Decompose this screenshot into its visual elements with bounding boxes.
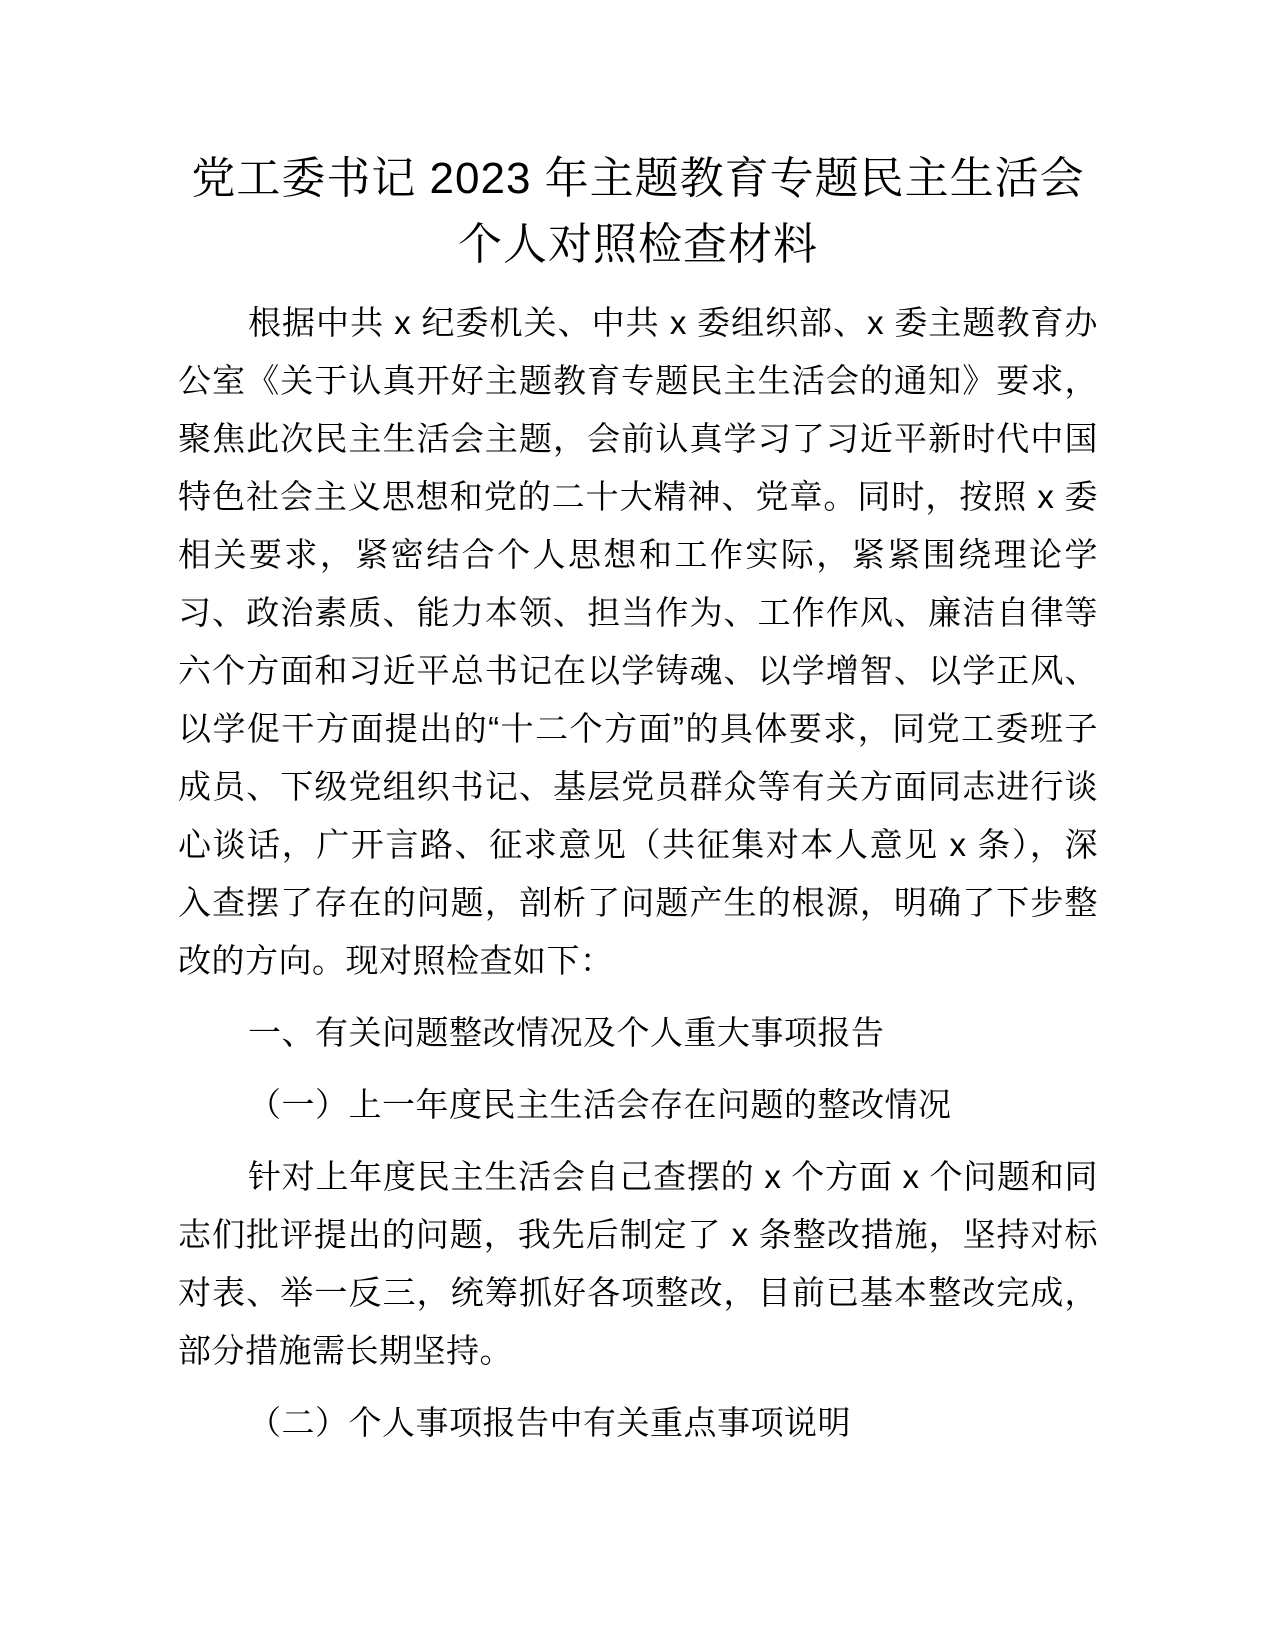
body-paragraph: 针对上年度民主生活会自己查摆的 x 个方面 x 个问题和同志们批评提出的问题，我先后制定了 x 条整改措施，坚持对标对表、举一反三，统筹抓好各项整改，目前已基本整改完成，部分措施需长期坚持。 [178, 1158, 1098, 1369]
body-paragraph: 根据中共 x 纪委机关、中共 x 委组织部、x 委主题教育办公室《关于认真开好主题教育专题民主生活会的通知》要求，聚焦此次民主生活会主题，会前认真学习了习近平新时代中国特色社会主义思想和党的二十大精神、党章。同时，按照 x 委相关要求，紧密结合个人思想和工作实际，紧紧围绕理论学习、政治素质、能力本领、担当作为、工作作风、廉洁自律等六个方面和习近平总书记在以学铸魂、以学增智、以学正风、以学促干方面提出的“十二个方面”的具体要求，同党工委班子成员、下级党组织书记、基层党员群众等有关方面同志进行谈心谈话，广开言路、征求意见（共征集对本人意见 x 条），深入查摆了存在的问题，剖析了问题产生的根源，明确了下步整改的方向。现对照检查如下： [178, 304, 1098, 979]
document-body [178, 294, 1098, 1452]
document-title: 党工委书记 2023 年主题教育专题民主生活会个人对照检查材料 [191, 154, 1085, 269]
section-heading: 一、有关问题整改情况及个人重大事项报告 [248, 1014, 885, 1051]
subsection-heading: （二）个人事项报告中有关重点事项说明 [248, 1404, 851, 1441]
subsection-heading: （一）上一年度民主生活会存在问题的整改情况 [248, 1086, 952, 1123]
